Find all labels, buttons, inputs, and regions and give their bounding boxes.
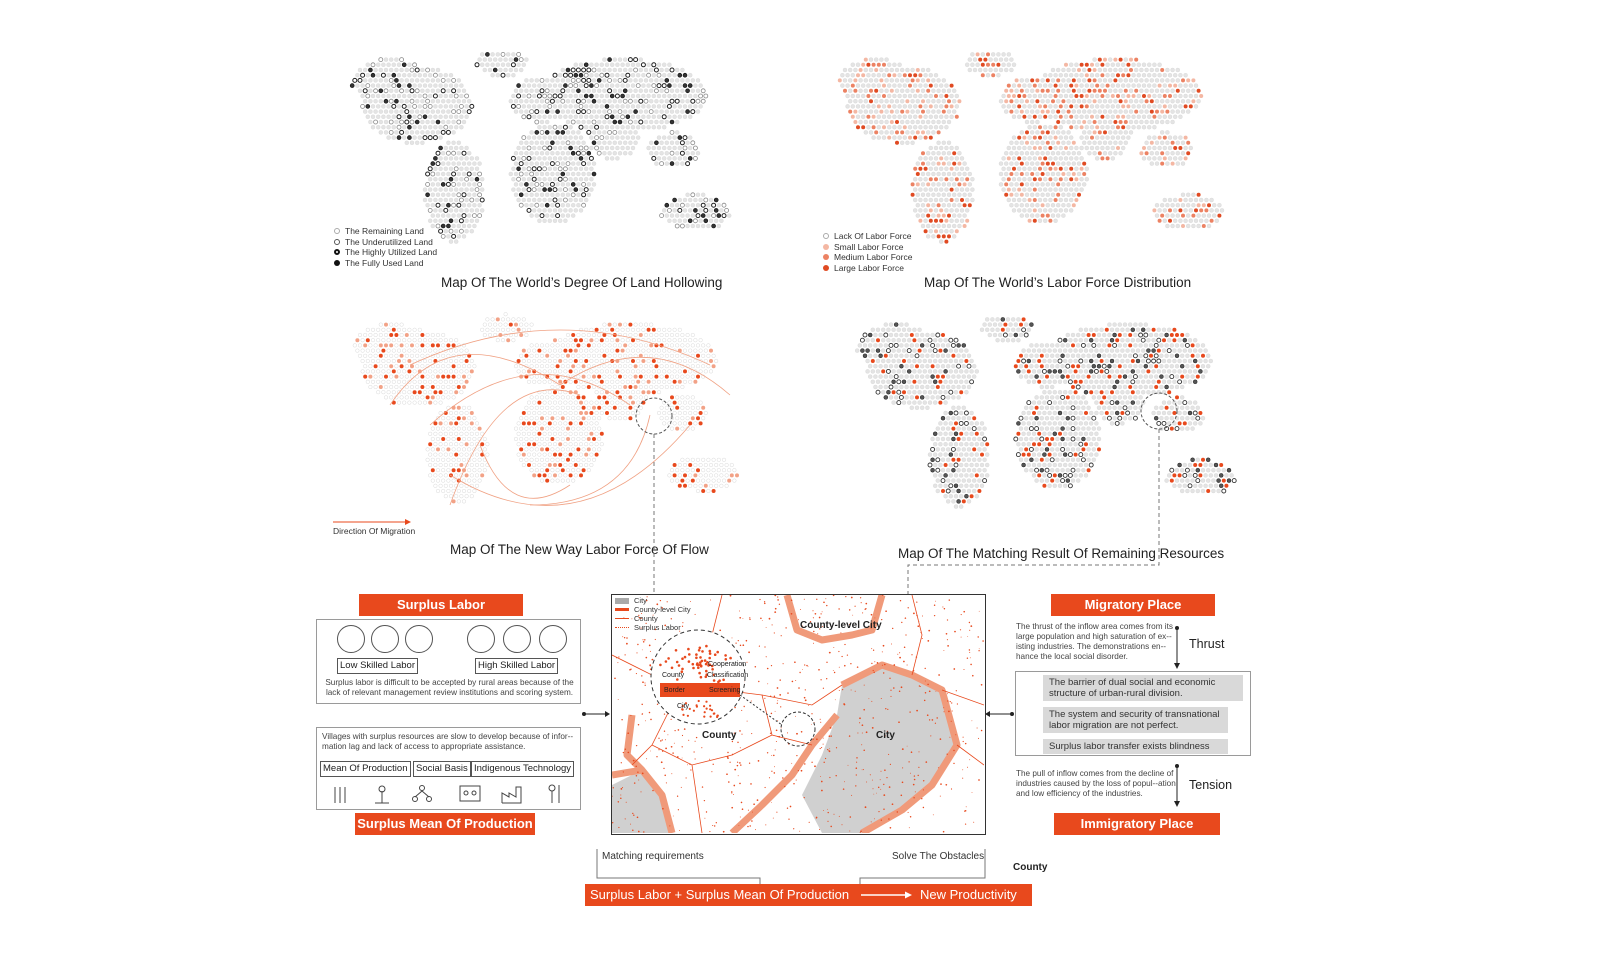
zoom-city-label: City <box>677 703 690 710</box>
migration-legend-label: Direction Of Migration <box>333 526 416 536</box>
board-icon <box>460 786 480 801</box>
barrier-item: Surplus labor transfer exists blindness <box>1043 739 1228 754</box>
focus-circle <box>781 712 815 746</box>
farmer-icon <box>549 785 559 803</box>
legend-item: City <box>615 596 691 605</box>
surplus-mean-header: Surplus Mean Of Production <box>355 813 535 835</box>
solve-obstacles-label: Solve The Obstacles <box>892 851 985 862</box>
surplus-mean-description: Villages with surplus resources are slow to develop because of infor--mation lag and lack of access to appropriate assistance. <box>322 732 574 751</box>
labor-distribution-legend <box>823 231 912 273</box>
zoom-classification-label: Classification <box>707 672 749 679</box>
county-border <box>957 745 984 765</box>
legend-item: County-level City <box>615 605 691 614</box>
county-level-city-border <box>627 715 642 770</box>
city-area <box>802 665 957 833</box>
legend-item: Surplus Labor <box>615 623 691 632</box>
thrust-label: Thrust <box>1189 637 1225 651</box>
bar-right-text: New Productivity <box>920 887 1017 902</box>
laborer-portrait-icon <box>405 625 433 653</box>
people-network-icon <box>413 786 432 802</box>
focus-connector <box>740 695 782 725</box>
zoom-county-label: County <box>662 672 685 679</box>
tension-description: The pull of inflow comes from the decline of industries caused by the loss of popul--ation and low efficiency of the industries. <box>1016 769 1176 798</box>
legend-item: The Fully Used Land <box>334 258 437 269</box>
legend-item: Lack Of Labor Force <box>823 231 912 242</box>
legend-item: Medium Labor Force <box>823 252 912 263</box>
matching-result-title: Map Of The Matching Result Of Remaining Resources <box>898 546 1225 561</box>
legend-item: The Highly Utilized Land <box>334 247 437 258</box>
matching-result-map <box>835 305 1265 535</box>
county-border <box>762 695 812 745</box>
laborer-portrait-icon <box>371 625 399 653</box>
tension-label: Tension <box>1189 778 1233 792</box>
arrow-icon <box>333 518 413 526</box>
county-level-city-label: County-level City <box>800 620 882 631</box>
tag-social-basis: Social Basis <box>413 761 471 777</box>
legend-item: Large Labor Force <box>823 263 912 274</box>
legend-item: The Remaining Land <box>334 226 437 237</box>
county-border <box>692 765 702 833</box>
tag-mean-of-production: Mean Of Production <box>320 761 411 777</box>
migratory-place-header: Migratory Place <box>1051 594 1215 616</box>
labor-flow-title: Map Of The New Way Labor Force Of Flow <box>450 542 709 557</box>
high-skilled-label: High Skilled Labor <box>475 658 558 674</box>
production-icons <box>327 783 577 805</box>
zoom-border-label: Border <box>664 687 686 694</box>
barrier-item: The system and security of transnational labor migration are not perfect. <box>1043 707 1228 733</box>
tag-indigenous-technology: Indigenous Technology <box>471 761 574 777</box>
county-border <box>912 595 922 675</box>
map-dots <box>855 317 1236 508</box>
laborer-portrait-icon <box>337 625 365 653</box>
legend-item: The Underutilized Land <box>334 237 437 248</box>
zoom-screening-label: Screening <box>709 687 741 694</box>
laborer-portrait-icon <box>539 625 567 653</box>
legend-item: Small Labor Force <box>823 242 912 253</box>
surplus-labor-description: Surplus labor is difficult to be accepted by rural areas because of the lack of relevant management review institutions and scoring system. <box>325 678 574 697</box>
county-level-city-border <box>787 595 882 640</box>
surplus-mean-panel <box>316 727 581 810</box>
region-map-legend <box>615 596 691 632</box>
labor-flow-map <box>330 305 770 530</box>
barrier-item: The barrier of dual social and economic structure of urban-rural division. <box>1043 675 1243 701</box>
thrust-description: The thrust of the inflow area comes from its large population and high saturation of ex--isting industries. The demonstrations en--hance the local social disorder. <box>1016 622 1173 661</box>
immigratory-place-header: Immigratory Place <box>1054 813 1220 835</box>
barriers-panel <box>1015 671 1251 756</box>
surplus-labor-panel <box>316 619 581 704</box>
wheat-icon <box>335 787 345 803</box>
city-label: City <box>876 730 895 741</box>
surplus-labor-header: Surplus Labor <box>359 594 523 616</box>
land-hollowing-title: Map Of The World’s Degree Of Land Hollowing <box>441 275 723 290</box>
low-skilled-label: Low Skilled Labor <box>337 658 418 674</box>
map-dots <box>353 312 739 503</box>
zoom-cooperation-label: Cooperation <box>708 661 747 668</box>
legend-item: County <box>615 614 691 623</box>
county-border <box>632 705 672 765</box>
land-hollowing-legend <box>334 226 437 268</box>
laborer-portrait-icon <box>503 625 531 653</box>
labor-distribution-title: Map Of The World’s Labor Force Distribution <box>924 275 1192 290</box>
matching-requirements-label: Matching requirements <box>602 851 704 862</box>
map-dots <box>838 52 1224 243</box>
factory-icon <box>502 787 521 803</box>
arrow-icon <box>861 891 913 899</box>
plant-icon <box>375 786 389 803</box>
outside-county-label: County <box>1013 862 1048 873</box>
laborer-portrait-icon <box>467 625 495 653</box>
bar-left-text: Surplus Labor + Surplus Mean Of Production <box>590 887 850 902</box>
county-label: County <box>702 730 737 741</box>
map-dots <box>350 52 731 243</box>
new-productivity-bar <box>585 884 1032 906</box>
